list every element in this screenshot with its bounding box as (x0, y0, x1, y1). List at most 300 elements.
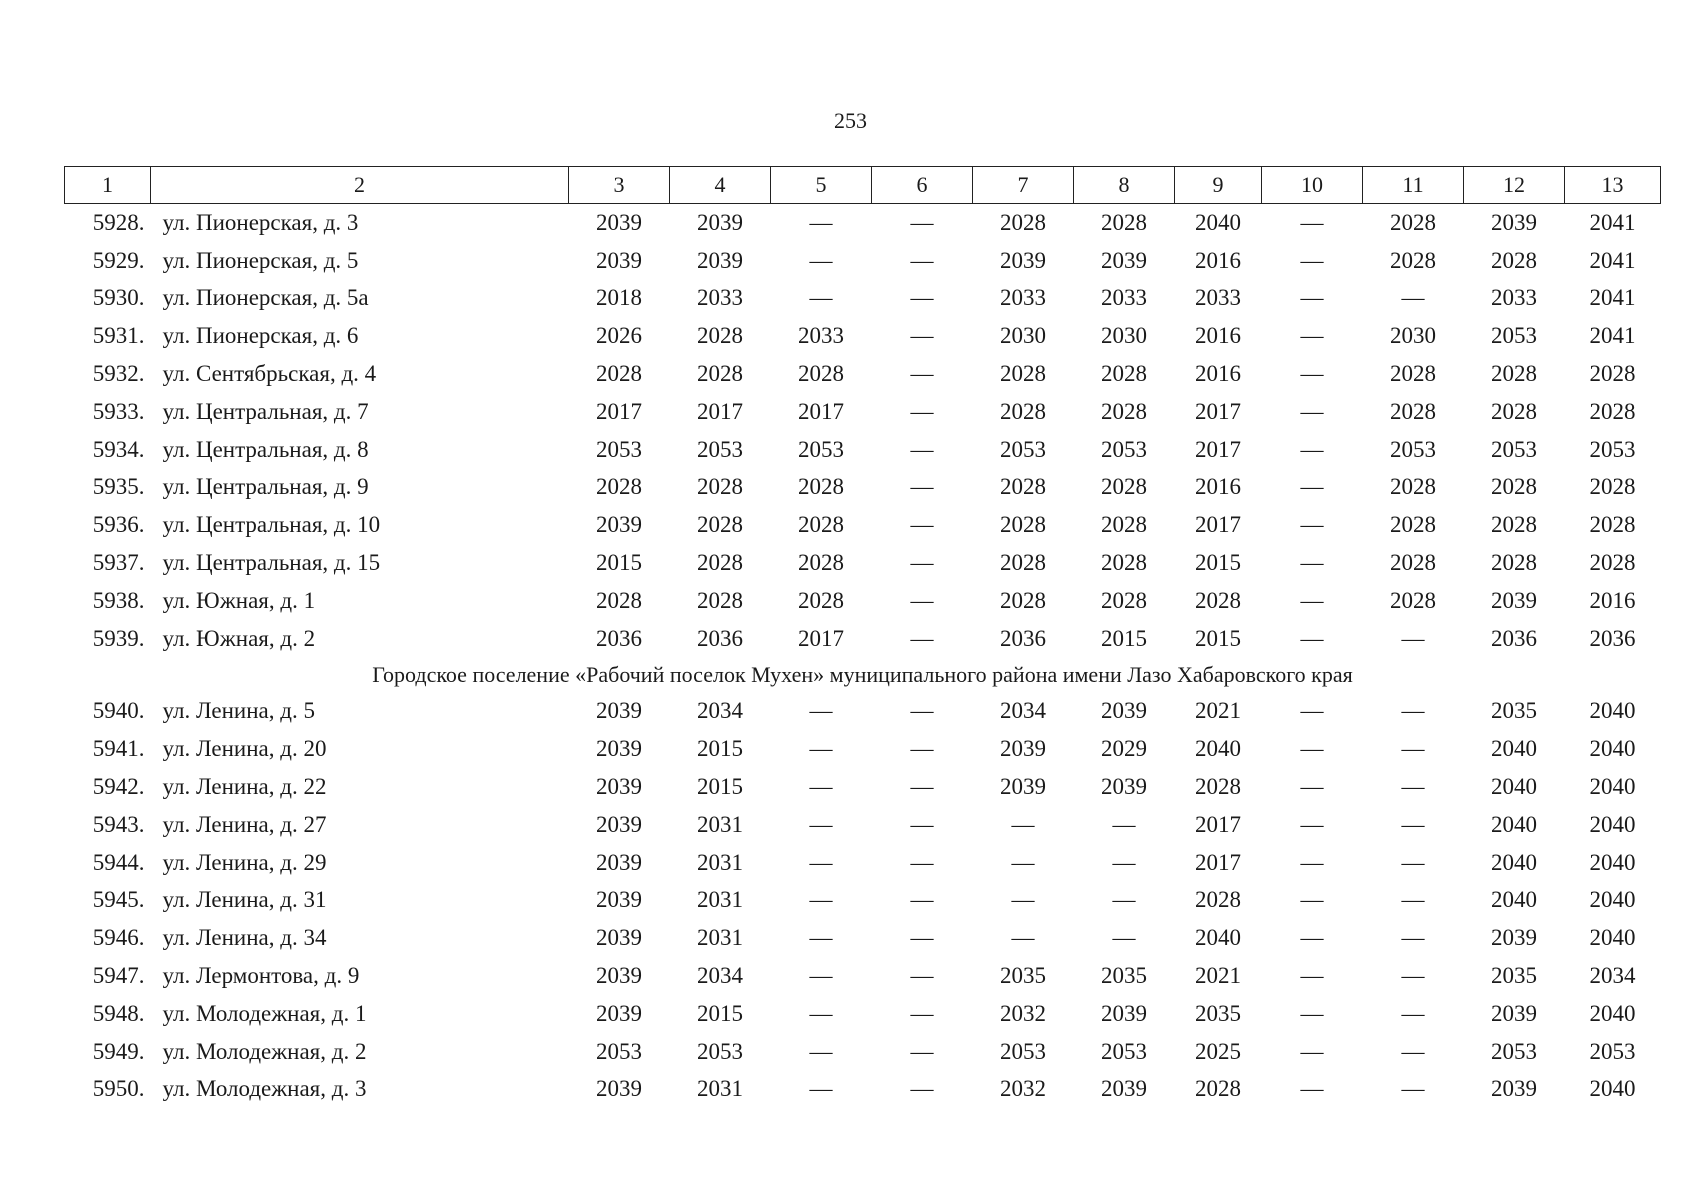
year-cell-col-13: 2034 (1589, 963, 1636, 989)
address-cell: ул. Ленина, д. 34 (162, 925, 327, 951)
year-cell-col-5: — (809, 285, 833, 311)
table-row (65, 544, 1661, 582)
year-cell-col-10: — (1300, 811, 1324, 837)
year-cell-col-8: 2029 (1101, 736, 1147, 762)
table-row (65, 242, 1661, 280)
year-cell-col-4: 2033 (697, 285, 743, 311)
year-cell-col-5: — (809, 247, 833, 273)
year-cell-col-13: 2041 (1589, 323, 1636, 349)
year-cell-col-5: — (809, 925, 833, 951)
column-header-2: 2 (151, 167, 569, 204)
year-cell-col-11: — (1401, 1000, 1425, 1026)
year-cell-col-13: 2028 (1589, 474, 1636, 500)
year-cell-col-12: 2028 (1491, 247, 1537, 273)
year-cell-col-4: 2039 (697, 247, 743, 273)
table-header-row (65, 167, 1661, 204)
year-cell-col-12: 2053 (1491, 1038, 1537, 1064)
year-cell-col-10: — (1300, 1038, 1324, 1064)
year-cell-col-7: 2028 (1000, 209, 1046, 235)
address-cell: ул. Ленина, д. 29 (162, 849, 327, 875)
year-cell-col-3: 2039 (596, 849, 642, 875)
year-cell-col-9: 2016 (1195, 323, 1241, 349)
row-number: 5936. (92, 512, 145, 538)
year-cell-col-4: 2015 (697, 1000, 743, 1026)
row-number: 5940. (92, 698, 145, 724)
row-number: 5933. (92, 398, 145, 424)
year-cell-col-12: 2036 (1491, 625, 1537, 651)
year-cell-col-4: 2039 (697, 209, 743, 235)
year-cell-col-4: 2031 (697, 925, 743, 951)
year-cell-col-9: 2016 (1195, 247, 1241, 273)
page-number: 253 (834, 108, 867, 133)
year-cell-col-10: — (1300, 323, 1324, 349)
year-cell-col-12: 2040 (1491, 887, 1537, 913)
address-cell: ул. Ленина, д. 31 (162, 887, 327, 913)
section-row (65, 658, 1661, 693)
year-cell-col-7: 2030 (1000, 323, 1046, 349)
year-cell-col-12: 2040 (1491, 811, 1537, 837)
year-cell-col-7: 2032 (1000, 1076, 1046, 1102)
year-cell-col-11: 2028 (1390, 587, 1436, 613)
year-cell-col-12: 2028 (1491, 398, 1537, 424)
year-cell-col-11: — (1401, 1076, 1425, 1102)
year-cell-col-5: 2028 (798, 550, 844, 576)
table-row (65, 506, 1661, 544)
year-cell-col-8: 2028 (1101, 587, 1147, 613)
year-cell-col-11: 2028 (1390, 398, 1436, 424)
year-cell-col-8: 2028 (1101, 398, 1147, 424)
document-table-wrapper (64, 166, 1660, 1108)
year-cell-col-10: — (1300, 774, 1324, 800)
column-header-11: 11 (1363, 167, 1464, 204)
address-cell: ул. Центральная, д. 9 (162, 474, 369, 500)
year-cell-col-10: — (1300, 550, 1324, 576)
year-cell-col-13: 2041 (1589, 209, 1636, 235)
year-cell-col-4: 2028 (697, 323, 743, 349)
year-cell-col-8: 2028 (1101, 209, 1147, 235)
year-cell-col-3: 2053 (596, 436, 642, 462)
row-number: 5938. (92, 587, 145, 613)
table-row (65, 280, 1661, 318)
address-cell: ул. Ленина, д. 20 (162, 736, 327, 762)
year-cell-col-8: 2028 (1101, 361, 1147, 387)
year-cell-col-7: 2033 (1000, 285, 1046, 311)
address-cell: ул. Пионерская, д. 5 (162, 247, 359, 273)
table-row (65, 768, 1661, 806)
year-cell-col-11: — (1401, 811, 1425, 837)
year-cell-col-5: 2033 (798, 323, 844, 349)
year-cell-col-6: — (910, 1076, 934, 1102)
year-cell-col-10: — (1300, 474, 1324, 500)
row-number: 5944. (92, 849, 145, 875)
address-cell: ул. Ленина, д. 22 (162, 774, 327, 800)
row-number: 5939. (92, 625, 145, 651)
year-cell-col-9: 2015 (1195, 550, 1241, 576)
table-row (65, 693, 1661, 731)
table-row (65, 1071, 1661, 1109)
year-cell-col-12: 2035 (1491, 963, 1537, 989)
year-cell-col-11: — (1401, 963, 1425, 989)
year-cell-col-11: — (1401, 849, 1425, 875)
address-cell: ул. Молодежная, д. 2 (162, 1038, 367, 1064)
row-number: 5932. (92, 361, 145, 387)
year-cell-col-9: 2017 (1195, 849, 1241, 875)
year-cell-col-4: 2015 (697, 736, 743, 762)
address-cell: ул. Пионерская, д. 6 (162, 323, 359, 349)
year-cell-col-13: 2041 (1589, 285, 1636, 311)
year-cell-col-5: — (809, 1000, 833, 1026)
year-cell-col-5: 2028 (798, 587, 844, 613)
year-cell-col-10: — (1300, 398, 1324, 424)
year-cell-col-6: — (910, 887, 934, 913)
year-cell-col-13: 2040 (1589, 698, 1636, 724)
year-cell-col-3: 2039 (596, 209, 642, 235)
table-row (65, 919, 1661, 957)
year-cell-col-11: — (1401, 698, 1425, 724)
row-number: 5943. (92, 811, 145, 837)
year-cell-col-9: 2021 (1195, 963, 1241, 989)
year-cell-col-4: 2031 (697, 1076, 743, 1102)
year-cell-col-3: 2026 (596, 323, 642, 349)
year-cell-col-5: — (809, 811, 833, 837)
year-cell-col-10: — (1300, 925, 1324, 951)
year-cell-col-13: 2028 (1589, 550, 1636, 576)
year-cell-col-8: 2030 (1101, 323, 1147, 349)
year-cell-col-6: — (910, 736, 934, 762)
year-cell-col-3: 2039 (596, 925, 642, 951)
column-header-3: 3 (569, 167, 670, 204)
year-cell-col-11: — (1401, 925, 1425, 951)
year-cell-col-6: — (910, 209, 934, 235)
year-cell-col-4: 2053 (697, 436, 743, 462)
year-cell-col-12: 2028 (1491, 550, 1537, 576)
year-cell-col-12: 2039 (1491, 1000, 1537, 1026)
row-number: 5941. (92, 736, 145, 762)
year-cell-col-5: — (809, 887, 833, 913)
year-cell-col-7: 2032 (1000, 1000, 1046, 1026)
year-cell-col-4: 2034 (697, 698, 743, 724)
row-number: 5931. (92, 323, 145, 349)
address-cell: ул. Центральная, д. 7 (162, 398, 369, 424)
year-cell-col-9: 2040 (1195, 209, 1241, 235)
year-cell-col-12: 2028 (1491, 361, 1537, 387)
address-cell: ул. Лермонтова, д. 9 (162, 963, 360, 989)
row-number: 5928. (92, 209, 145, 235)
year-cell-col-11: 2028 (1390, 209, 1436, 235)
year-cell-col-3: 2039 (596, 963, 642, 989)
year-cell-col-7: — (1011, 887, 1035, 913)
table-row (65, 393, 1661, 431)
year-cell-col-7: 2039 (1000, 774, 1046, 800)
year-cell-col-7: — (1011, 925, 1035, 951)
year-cell-col-10: — (1300, 209, 1324, 235)
year-cell-col-4: 2028 (697, 361, 743, 387)
year-cell-col-11: — (1401, 285, 1425, 311)
year-cell-col-3: 2028 (596, 587, 642, 613)
year-cell-col-13: 2040 (1589, 774, 1636, 800)
year-cell-col-6: — (910, 625, 934, 651)
address-cell: ул. Молодежная, д. 3 (162, 1076, 367, 1102)
year-cell-col-11: 2053 (1390, 436, 1436, 462)
address-cell: ул. Центральная, д. 10 (162, 512, 381, 538)
row-number: 5930. (92, 285, 145, 311)
year-cell-col-9: 2025 (1195, 1038, 1241, 1064)
table-row (65, 730, 1661, 768)
year-cell-col-13: 2040 (1589, 849, 1636, 875)
year-cell-col-9: 2016 (1195, 474, 1241, 500)
year-cell-col-8: 2039 (1101, 698, 1147, 724)
year-cell-col-5: 2028 (798, 361, 844, 387)
year-cell-col-12: 2039 (1491, 925, 1537, 951)
year-cell-col-7: — (1011, 849, 1035, 875)
row-number: 5942. (92, 774, 145, 800)
year-cell-col-8: 2015 (1101, 625, 1147, 651)
address-cell: ул. Молодежная, д. 1 (162, 1000, 367, 1026)
year-cell-col-8: — (1112, 925, 1136, 951)
year-cell-col-5: 2028 (798, 474, 844, 500)
address-cell: ул. Южная, д. 1 (162, 587, 316, 613)
year-cell-col-9: 2016 (1195, 361, 1241, 387)
year-cell-col-13: 2040 (1589, 925, 1636, 951)
year-cell-col-12: 2040 (1491, 774, 1537, 800)
year-cell-col-6: — (910, 361, 934, 387)
year-cell-col-12: 2040 (1491, 849, 1537, 875)
address-cell: ул. Ленина, д. 5 (162, 698, 315, 724)
row-number: 5949. (92, 1038, 145, 1064)
year-cell-col-5: 2053 (798, 436, 844, 462)
year-cell-col-6: — (910, 698, 934, 724)
year-cell-col-6: — (910, 247, 934, 273)
column-header-13: 13 (1565, 167, 1661, 204)
column-header-4: 4 (670, 167, 771, 204)
table-row (65, 431, 1661, 469)
year-cell-col-12: 2039 (1491, 587, 1537, 613)
year-cell-col-9: 2035 (1195, 1000, 1241, 1026)
year-cell-col-7: 2039 (1000, 247, 1046, 273)
year-cell-col-7: 2028 (1000, 550, 1046, 576)
year-cell-col-11: — (1401, 736, 1425, 762)
year-cell-col-3: 2028 (596, 361, 642, 387)
year-cell-col-6: — (910, 925, 934, 951)
year-cell-col-13: 2053 (1589, 436, 1636, 462)
year-cell-col-13: 2016 (1589, 587, 1636, 613)
year-cell-col-12: 2039 (1491, 1076, 1537, 1102)
year-cell-col-10: — (1300, 361, 1324, 387)
year-cell-col-6: — (910, 849, 934, 875)
year-cell-col-3: 2039 (596, 698, 642, 724)
year-cell-col-13: 2041 (1589, 247, 1636, 273)
table-row (65, 204, 1661, 242)
year-cell-col-7: 2035 (1000, 963, 1046, 989)
year-cell-col-3: 2039 (596, 1000, 642, 1026)
row-number: 5946. (92, 925, 145, 951)
row-number: 5950. (92, 1076, 145, 1102)
year-cell-col-9: 2033 (1195, 285, 1241, 311)
year-cell-col-3: 2053 (596, 1038, 642, 1064)
year-cell-col-8: 2028 (1101, 512, 1147, 538)
year-cell-col-9: 2017 (1195, 436, 1241, 462)
year-cell-col-3: 2039 (596, 811, 642, 837)
year-cell-col-4: 2031 (697, 849, 743, 875)
table-row (65, 806, 1661, 844)
year-cell-col-5: — (809, 209, 833, 235)
table-row (65, 469, 1661, 507)
year-cell-col-6: — (910, 323, 934, 349)
year-cell-col-13: 2036 (1589, 625, 1636, 651)
table-row (65, 882, 1661, 920)
year-cell-col-7: — (1011, 811, 1035, 837)
year-cell-col-13: 2028 (1589, 512, 1636, 538)
year-cell-col-8: — (1112, 887, 1136, 913)
address-cell: ул. Южная, д. 2 (162, 625, 316, 651)
year-cell-col-12: 2035 (1491, 698, 1537, 724)
year-cell-col-11: — (1401, 625, 1425, 651)
year-cell-col-5: — (809, 849, 833, 875)
year-cell-col-7: 2028 (1000, 474, 1046, 500)
year-cell-col-10: — (1300, 1000, 1324, 1026)
year-cell-col-9: 2028 (1195, 774, 1241, 800)
year-cell-col-5: — (809, 1038, 833, 1064)
year-cell-col-8: 2035 (1101, 963, 1147, 989)
year-cell-col-4: 2015 (697, 774, 743, 800)
year-cell-col-7: 2036 (1000, 625, 1046, 651)
table-row (65, 995, 1661, 1033)
year-cell-col-6: — (910, 1038, 934, 1064)
year-cell-col-13: 2040 (1589, 1076, 1636, 1102)
row-number: 5945. (92, 887, 145, 913)
year-cell-col-9: 2017 (1195, 512, 1241, 538)
year-cell-col-10: — (1300, 512, 1324, 538)
row-number: 5929. (92, 247, 145, 273)
row-number: 5935. (92, 474, 145, 500)
year-cell-col-6: — (910, 398, 934, 424)
year-cell-col-4: 2028 (697, 512, 743, 538)
year-cell-col-3: 2015 (596, 550, 642, 576)
year-cell-col-13: 2053 (1589, 1038, 1636, 1064)
year-cell-col-11: 2028 (1390, 474, 1436, 500)
year-cell-col-3: 2018 (596, 285, 642, 311)
year-cell-col-3: 2039 (596, 887, 642, 913)
year-cell-col-4: 2034 (697, 963, 743, 989)
column-header-8: 8 (1074, 167, 1175, 204)
year-cell-col-4: 2036 (697, 625, 743, 651)
year-cell-col-5: — (809, 774, 833, 800)
year-cell-col-6: — (910, 811, 934, 837)
year-cell-col-5: 2017 (798, 625, 844, 651)
year-cell-col-3: 2039 (596, 736, 642, 762)
year-cell-col-10: — (1300, 849, 1324, 875)
year-cell-col-8: 2039 (1101, 247, 1147, 273)
year-cell-col-5: 2017 (798, 398, 844, 424)
year-cell-col-8: 2033 (1101, 285, 1147, 311)
year-cell-col-9: 2028 (1195, 1076, 1241, 1102)
year-cell-col-9: 2017 (1195, 398, 1241, 424)
year-cell-col-6: — (910, 963, 934, 989)
address-cell: ул. Сентябрьская, д. 4 (162, 361, 377, 387)
year-cell-col-11: — (1401, 1038, 1425, 1064)
year-cell-col-3: 2017 (596, 398, 642, 424)
year-cell-col-5: — (809, 1076, 833, 1102)
year-cell-col-12: 2053 (1491, 436, 1537, 462)
section-title: Городское поселение «Рабочий поселок Мухен» муниципального района имени Лазо Хабаровского края (372, 662, 1353, 688)
year-cell-col-8: 2039 (1101, 774, 1147, 800)
column-header-6: 6 (872, 167, 973, 204)
year-cell-col-10: — (1300, 1076, 1324, 1102)
year-cell-col-9: 2028 (1195, 887, 1241, 913)
year-cell-col-12: 2039 (1491, 209, 1537, 235)
year-cell-col-7: 2028 (1000, 587, 1046, 613)
address-cell: ул. Центральная, д. 8 (162, 436, 369, 462)
table-row (65, 582, 1661, 620)
year-cell-col-5: — (809, 963, 833, 989)
year-cell-col-9: 2028 (1195, 587, 1241, 613)
column-header-12: 12 (1464, 167, 1565, 204)
year-cell-col-12: 2028 (1491, 512, 1537, 538)
year-cell-col-6: — (910, 512, 934, 538)
year-cell-col-10: — (1300, 736, 1324, 762)
column-header-7: 7 (973, 167, 1074, 204)
column-header-10: 10 (1262, 167, 1363, 204)
year-cell-col-8: 2028 (1101, 550, 1147, 576)
year-cell-col-7: 2028 (1000, 398, 1046, 424)
year-cell-col-13: 2028 (1589, 398, 1636, 424)
year-cell-col-10: — (1300, 698, 1324, 724)
year-cell-col-6: — (910, 774, 934, 800)
year-cell-col-8: — (1112, 849, 1136, 875)
row-number: 5937. (92, 550, 145, 576)
row-number: 5947. (92, 963, 145, 989)
column-header-5: 5 (771, 167, 872, 204)
year-cell-col-6: — (910, 1000, 934, 1026)
table-row (65, 1033, 1661, 1071)
year-cell-col-13: 2040 (1589, 811, 1636, 837)
year-cell-col-10: — (1300, 285, 1324, 311)
year-cell-col-4: 2028 (697, 550, 743, 576)
year-cell-col-11: 2028 (1390, 247, 1436, 273)
year-cell-col-12: 2040 (1491, 736, 1537, 762)
year-cell-col-13: 2040 (1589, 736, 1636, 762)
table-row (65, 317, 1661, 355)
row-number: 5948. (92, 1000, 145, 1026)
year-cell-col-6: — (910, 587, 934, 613)
year-cell-col-3: 2028 (596, 474, 642, 500)
year-cell-col-9: 2017 (1195, 811, 1241, 837)
table-body (65, 204, 1661, 1109)
year-cell-col-3: 2039 (596, 512, 642, 538)
year-cell-col-10: — (1300, 436, 1324, 462)
year-cell-col-8: 2053 (1101, 1038, 1147, 1064)
column-header-1: 1 (65, 167, 151, 204)
year-cell-col-5: 2028 (798, 512, 844, 538)
year-cell-col-7: 2028 (1000, 512, 1046, 538)
year-cell-col-8: — (1112, 811, 1136, 837)
year-cell-col-11: — (1401, 774, 1425, 800)
year-cell-col-13: 2040 (1589, 1000, 1636, 1026)
year-cell-col-9: 2040 (1195, 736, 1241, 762)
year-cell-col-4: 2017 (697, 398, 743, 424)
year-cell-col-3: 2039 (596, 1076, 642, 1102)
year-cell-col-6: — (910, 436, 934, 462)
year-cell-col-10: — (1300, 587, 1324, 613)
address-cell: ул. Пионерская, д. 5а (162, 285, 369, 311)
year-cell-col-9: 2040 (1195, 925, 1241, 951)
year-cell-col-11: — (1401, 887, 1425, 913)
year-cell-col-11: 2028 (1390, 361, 1436, 387)
year-cell-col-12: 2033 (1491, 285, 1537, 311)
column-header-9: 9 (1175, 167, 1262, 204)
address-cell: ул. Центральная, д. 15 (162, 550, 381, 576)
year-cell-col-4: 2028 (697, 587, 743, 613)
